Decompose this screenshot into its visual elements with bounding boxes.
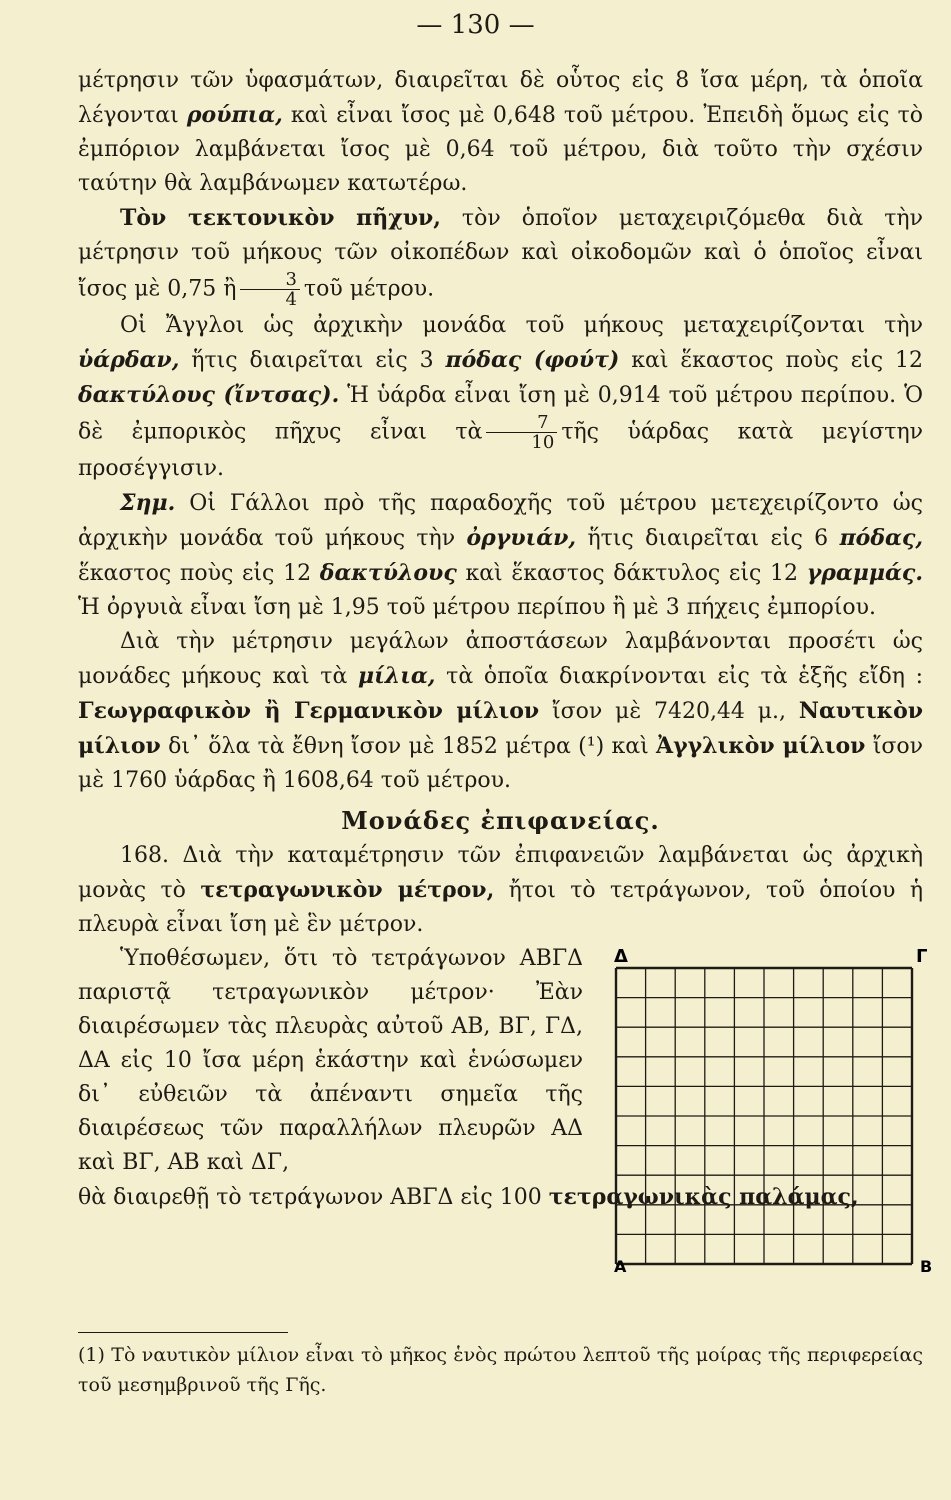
term-roupia: ρούπια, [186, 102, 283, 128]
main-text [78, 64, 933, 1276]
paragraph-hundred-palms: θὰ διαιρεθῇ τὸ τετράγωνον ΑΒΓΔ εἰς 100 τετραγωνικὰς παλάμας, [78, 1184, 859, 1210]
paragraph-tektonikos-pechys: Τὸν τεκτονικὸν πῆχυν, τὸν ὁποῖον μεταχειριζόμεθα διὰ τὴν μέτρησιν τοῦ μήκους τῶν οἰκοπέδων καὶ οἰκοδομῶν καὶ ὁ ὁποῖος εἶναι ἴσος μὲ 0,75 ἢ $\frac{3}{4}$ τοῦ μέτρου. [78, 205, 923, 310]
paragraph-cloth-measure: μέτρησιν τῶν ὑφασμάτων, διαιρεῖται δὲ οὗτος εἰς 8 ἴσα μέρη, τὰ ὁποῖα λέγονται ρούπια, καὶ εἶναι ἴσος μὲ 0,648 τοῦ μέτρου. Ἐπειδὴ ὅμως εἰς τὸ ἐμπόριον λαμβάνεται ἴσος μὲ 0,64 τοῦ μέτρου, διὰ τοῦτο τὴν σχέσιν ταύτην θὰ λαμβάνωμεν κατωτέρω. [78, 68, 923, 196]
figure-text-column [78, 942, 583, 1180]
section-heading: Μονάδες ἐπιφανείας. [341, 806, 660, 835]
term-geographic-mile: Γεωγραφικὸν ἢ Γερμανικὸν μίλιον [78, 698, 540, 724]
term-orgyia: ὀργυιάν, [466, 525, 577, 551]
label-alpha: Α [614, 1257, 627, 1276]
term-english-mile: Ἀγγλικὸν μίλιον [656, 733, 866, 759]
paragraph-168: 168. Διὰ τὴν καταμέτρησιν τῶν ἐπιφανειῶν λαμβάνεται ὡς ἀρχικὴ μονὰς τὸ τετραγωνικὸν μέτρον, ἤτοι τὸ τετράγωνον, τοῦ ὁποίου ἡ πλευρὰ εἶναι ἴση μὲ ἓν μέτρον. [78, 843, 924, 937]
paragraph-square-division: Ὑποθέσωμεν, ὅτι τὸ τετράγωνον ΑΒΓΔ παριστᾷ τετραγωνικὸν μέτρον· Ἐὰν διαιρέσωμεν τὰς πλευρὰς αὐτοῦ ΑΒ, ΒΓ, ΓΔ, ΔΑ εἰς 10 ἴσα μέρη ἑκάστην καὶ ἑνώσωμεν δι᾿ εὐθειῶν τὰ ἀπέναντι σημεῖα τῆς διαιρέσεως τῶν παραλλήλων πλευρῶν ΑΔ καὶ ΒΓ, ΑΒ καὶ ΔΓ, [78, 946, 583, 1175]
term-nautical-mile: Ναυτικὸν μίλιον [78, 698, 924, 759]
term-podas: πόδας, [839, 525, 923, 551]
term-tektonikos-pechys: Τὸν τεκτονικὸν πῆχυν, [120, 205, 441, 231]
term-square-meter: τετραγωνικὸν μέτρον, [200, 877, 495, 903]
term-grammas: γραμμάς. [806, 560, 923, 586]
fraction-three-quarters: $\frac{3}{4}$ [240, 270, 299, 309]
term-feet: πόδας (φούτ) [445, 347, 620, 373]
fraction-seven-tenths: $\frac{7}{10}$ [486, 413, 557, 452]
term-square-palms: τετραγωνικὰς παλάμας, [548, 1184, 859, 1210]
footnote-rule [78, 1332, 288, 1333]
note-label: Σημ. [120, 490, 176, 516]
paragraph-note-french: Σημ. Οἱ Γάλλοι πρὸ τῆς παραδοχῆς τοῦ μέτρου μετεχειρίζοντο ὡς ἀρχικὴν μονάδα τοῦ μήκους τὴν ὀργυιάν, ἥτις διαιρεῖται εἰς 6 πόδας, ἕκαστος ποὺς εἰς 12 δακτύλους καὶ ἕκαστος δάκτυλος εἰς 12 γραμμάς. Ἡ ὀργυιὰ εἶναι ἴση μὲ 1,95 τοῦ μέτρου περίπου ἢ μὲ 3 πήχεις ἐμπορίου. [78, 490, 923, 620]
footnote: (1) Τὸ ναυτικὸν μίλιον εἶναι τὸ μῆκος ἑνὸς πρώτου λεπτοῦ τῆς μοίρας τῆς περιφερείας τοῦ μεσημβρινοῦ τῆς Γῆς. [78, 1344, 923, 1396]
paragraph-english-yard: Οἱ Ἄγγλοι ὡς ἀρχικὴν μονάδα τοῦ μήκους μεταχειρίζονται τὴν ὑάρδαν, ἥτις διαιρεῖται εἰς 3 πόδας (φούτ) καὶ ἕκαστος ποὺς εἰς 12 δακτύλους (ἴντσας). Ἡ ὑάρδα εἶναι ἴση μὲ 0,914 τοῦ μέτρου περίπου. Ὁ δὲ ἐμπορικὸς πῆχυς εἶναι τὰ $\frac{7}{10}$ τῆς ὑάρδας κατὰ μεγίστην προσέγγισιν. [78, 313, 923, 481]
term-yard: ὑάρδαν, [78, 347, 180, 373]
paragraph-miles: Διὰ τὴν μέτρησιν μεγάλων ἀποστάσεων λαμβάνονται προσέτι ὡς μονάδες μήκους καὶ τὰ μίλια, τὰ ὁποῖα διακρίνονται εἰς τὰ ἑξῆς εἴδη : Γεωγραφικὸν ἢ Γερμανικὸν μίλιον ἴσον μὲ 7420,44 μ., Ναυτικὸν μίλιον δι᾿ ὅλα τὰ ἔθνη ἴσον μὲ 1852 μέτρα (¹) καὶ Ἀγγλικὸν μίλιον ἴσον μὲ 1760 ὑάρδας ἢ 1608,64 τοῦ μέτρου. [78, 629, 924, 793]
label-gamma: Γ [916, 946, 928, 967]
page-number: — 130 — [416, 10, 535, 40]
label-delta: Δ [614, 946, 628, 967]
square-meter-grid-figure [608, 946, 938, 1276]
term-inches: δακτύλους (ἴντσας). [78, 382, 340, 408]
term-daktylous: δακτύλους [319, 560, 457, 586]
grid-lines [616, 968, 912, 1264]
label-beta: Β [920, 1257, 933, 1276]
term-milia: μίλια, [358, 663, 436, 689]
